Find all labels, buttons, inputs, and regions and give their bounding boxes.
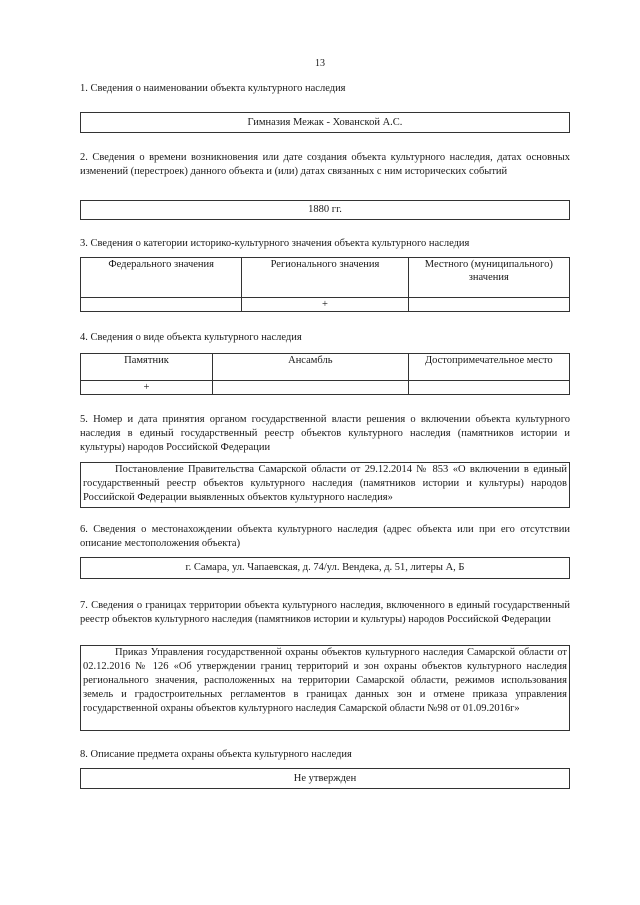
- location-box: [80, 557, 570, 579]
- mark-regional: +: [242, 298, 408, 312]
- territory-boundaries-box: [80, 645, 570, 731]
- column-regional: Регионального значения: [242, 258, 408, 298]
- mark-landmark: [408, 381, 569, 395]
- creation-date-box: [80, 200, 570, 220]
- page-number: 13: [315, 58, 325, 69]
- protection-subject-box: [80, 768, 570, 789]
- object-name: Гимназия Межак - Хованской А.С.: [247, 117, 403, 128]
- territory-boundaries: Приказ Управления государственной охраны объектов культурного наследия Самарской области от 02.12.2016 № 126 «Об утверждении границ территорий и зон охраны объектов культурного наследия регионального значения, расположенных на территории Самарской области, режимов использования земель и градостроительных регламентов в границах данных зон и отмене приказа управления государственной охраны объектов культурного наследия Самарской области №98 от 01.09.2016г»: [83, 647, 567, 714]
- mark-federal: [81, 298, 242, 312]
- object-type-table: [80, 353, 570, 395]
- section-6-heading: 6. Сведения о местонахождении объекта культурного наследия (адрес объекта или при его отсутствии описание местоположения объекта): [80, 524, 570, 549]
- section-5-heading: 5. Номер и дата принятия органом государственной власти решения о включении объекта культурного наследия в единый государственный реестр объектов культурного наследия (памятников истории и культуры) народов Российской Федерации: [80, 414, 570, 453]
- creation-date: 1880 гг.: [308, 204, 342, 215]
- section-1-heading: 1. Сведения о наименовании объекта культурного наследия: [80, 83, 346, 94]
- section-3-heading: 3. Сведения о категории историко-культурного значения объекта культурного наследия: [80, 238, 470, 249]
- mark-ensemble: [213, 381, 409, 395]
- section-7-heading: 7. Сведения о границах территории объекта культурного наследия, включенного в единый государственный реестр объектов культурного наследия (памятников истории и культуры) народов Российской Федерации: [80, 600, 570, 625]
- column-monument: Памятник: [81, 354, 213, 381]
- section-2-heading: 2. Сведения о времени возникновения или дате создания объекта культурного наследия, датах основных изменений (перестроек) данного объекта и (или) датах связанных с ним исторических событий: [80, 152, 570, 177]
- column-federal: Федерального значения: [81, 258, 242, 298]
- significance-category-table: [80, 257, 570, 312]
- object-name-box: [80, 112, 570, 133]
- mark-monument: +: [81, 381, 213, 395]
- section-8-heading: 8. Описание предмета охраны объекта культурного наследия: [80, 749, 352, 760]
- protection-subject: Не утвержден: [293, 773, 357, 784]
- section-4-heading: 4. Сведения о виде объекта культурного наследия: [80, 332, 302, 343]
- location-address: г. Самара, ул. Чапаевская, д. 74/ул. Вендека, д. 51, литеры А, Б: [185, 562, 465, 573]
- registry-decision-box: [80, 462, 570, 508]
- column-landmark: Достопримечательное место: [408, 354, 569, 381]
- column-ensemble: Ансамбль: [213, 354, 409, 381]
- mark-local: [408, 298, 569, 312]
- registry-decision: Постановление Правительства Самарской области от 29.12.2014 № 853 «О включении в единый государственный реестр объектов культурного наследия (памятников истории и культуры) народов Российской Федерации выявленных объектов культурного наследия»: [83, 464, 567, 503]
- column-local: Местного (муниципального) значения: [408, 258, 569, 298]
